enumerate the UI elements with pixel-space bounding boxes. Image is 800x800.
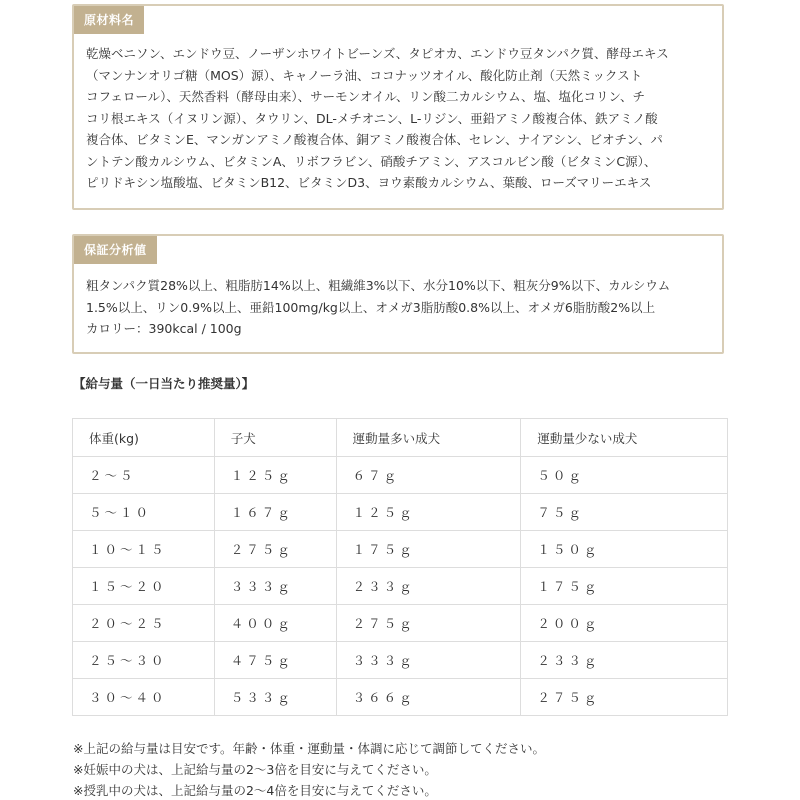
cell-puppy: ４００ｇ — [214, 605, 336, 642]
header-weight: 体重(kg) — [73, 419, 215, 457]
cell-active-adult: ２３３ｇ — [336, 568, 521, 605]
cell-puppy: ４７５ｇ — [214, 642, 336, 679]
cell-puppy: １２５ｇ — [214, 457, 336, 494]
table-row — [73, 531, 728, 568]
cell-active-adult: ３６６ｇ — [336, 679, 521, 716]
cell-less-active-adult: １７５ｇ — [521, 568, 728, 605]
cell-less-active-adult: ５０ｇ — [521, 457, 728, 494]
ingredients-label: 原材料名 — [74, 6, 144, 34]
cell-puppy: １６７ｇ — [214, 494, 336, 531]
header-active-adult: 運動量多い成犬 — [336, 419, 521, 457]
note-line: ※妊娠中の犬は、上記給与量の2～3倍を目安に与えてください。 — [73, 762, 437, 777]
cell-active-adult: ３３３ｇ — [336, 642, 521, 679]
table-row — [73, 457, 728, 494]
table-row — [73, 642, 728, 679]
cell-active-adult: １２５ｇ — [336, 494, 521, 531]
note-line: ※上記の給与量は目安です。年齢・体重・運動量・体調に応じて調節してください。 — [73, 741, 545, 756]
table-row — [73, 494, 728, 531]
cell-active-adult: ６７ｇ — [336, 457, 521, 494]
guaranteed-analysis-label: 保証分析値 — [74, 236, 157, 264]
table-row — [73, 605, 728, 642]
cell-weight: ２～５ — [73, 457, 215, 494]
cell-weight: ２０～２５ — [73, 605, 215, 642]
cell-puppy: ２７５ｇ — [214, 531, 336, 568]
feeding-heading: 【給与量（一日当たり推奨量）】 — [73, 376, 255, 391]
cell-puppy: ５３３ｇ — [214, 679, 336, 716]
header-less-active-adult: 運動量少ない成犬 — [521, 419, 728, 457]
cell-active-adult: １７５ｇ — [336, 531, 521, 568]
cell-less-active-adult: １５０ｇ — [521, 531, 728, 568]
cell-less-active-adult: ２３３ｇ — [521, 642, 728, 679]
guaranteed-analysis-box — [72, 234, 724, 354]
cell-weight: ３０～４０ — [73, 679, 215, 716]
ingredients-text: 乾燥ベニソン、エンドウ豆、ノーザンホワイトビーンズ、タピオカ、エンドウ豆タンパク質、酵母エキス （マンナンオリゴ糖（MOS）源）、キャノーラ油、ココナッツオイル、酸化防止剤（天然ミックスト コフェロール）、天然香料（酵母由来）、サーモンオイル、リン酸二カルシウム、塩、塩化コリン、チ コリ根エキス（イヌリン源）、タウリン、DL-メチオニン、L-リジン、亜鉛アミノ酸複合体、鉄アミノ酸 複合体、ビタミンE、マンガンアミノ酸複合体、銅アミノ酸複合体、セレン、ナイアシン、ビオチン、パ ントテン酸カルシウム、ビタミンA、リボフラビン、硝酸チアミン、アスコルビン酸（ビタミンC源）、 ピリドキシン塩酸塩、ビタミンB12、ビタミンD3、ヨウ素酸カルシウム、葉酸、ローズマリーエキス — [86, 46, 669, 190]
cell-weight: １５～２０ — [73, 568, 215, 605]
cell-less-active-adult: ２７５ｇ — [521, 679, 728, 716]
feeding-table — [72, 418, 728, 716]
cell-less-active-adult: ７５ｇ — [521, 494, 728, 531]
cell-less-active-adult: ２００ｇ — [521, 605, 728, 642]
cell-weight: ５～１０ — [73, 494, 215, 531]
cell-weight: ２５～３０ — [73, 642, 215, 679]
feeding-notes — [73, 738, 545, 800]
guaranteed-analysis-text: 粗タンパク質28%以上、粗脂肪14%以上、粗繊維3%以下、水分10%以下、粗灰分9%以下、カルシウム 1.5%以上、リン0.9%以上、亜鉛100mg/kg以上、オメガ3脂肪酸0.8%以上、オメガ6脂肪酸2%以上 カロリー：390kcal / 100g — [86, 278, 671, 336]
ingredients-box — [72, 4, 724, 210]
header-puppy: 子犬 — [214, 419, 336, 457]
cell-active-adult: ２７５ｇ — [336, 605, 521, 642]
cell-weight: １０～１５ — [73, 531, 215, 568]
table-row — [73, 679, 728, 716]
table-row — [73, 568, 728, 605]
cell-puppy: ３３３ｇ — [214, 568, 336, 605]
note-line: ※授乳中の犬は、上記給与量の2～4倍を目安に与えてください。 — [73, 783, 437, 798]
table-header-row — [73, 419, 728, 457]
